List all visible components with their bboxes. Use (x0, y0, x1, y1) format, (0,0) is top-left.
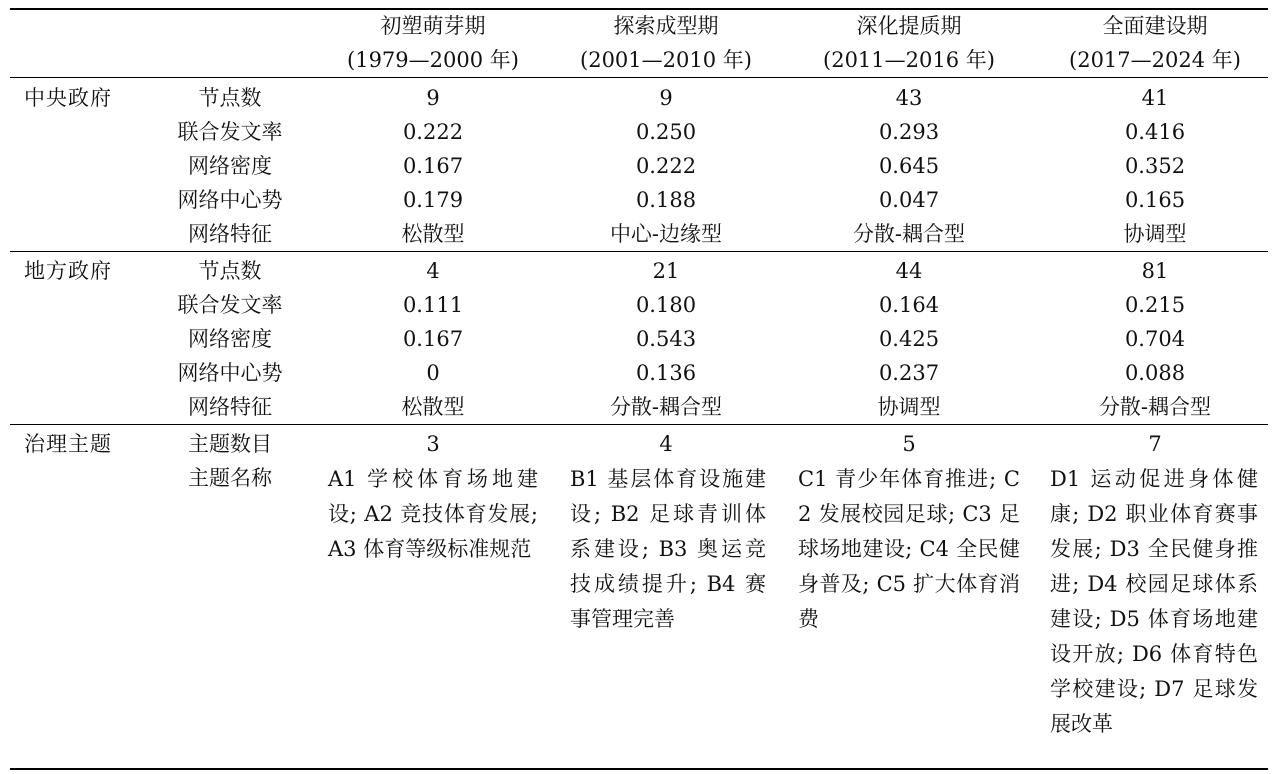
value-cell: 0.136 (635, 361, 697, 385)
value-cell: 0.167 (402, 154, 464, 178)
value-cell: 0 (426, 361, 440, 385)
metric-label: 网络密度 (188, 327, 272, 351)
value-cell: 0.088 (1124, 361, 1186, 385)
value-cell: 0.111 (402, 293, 464, 317)
section-label-governance: 治理主题 (24, 432, 112, 456)
value-cell: 5 (902, 432, 916, 456)
value-cell: 4 (659, 432, 673, 456)
value-cell: 分散-耦合型 (1098, 395, 1212, 419)
value-cell: 0.352 (1124, 154, 1186, 178)
value-cell: 0.215 (1124, 293, 1186, 317)
value-cell: 松散型 (401, 395, 465, 419)
value-cell: 中心-边缘型 (609, 222, 723, 246)
value-cell: 9 (659, 86, 673, 110)
value-cell: 0.167 (402, 327, 464, 351)
topic-names-period-2: B1 基层体育设施建设; B2 足球青训体系建设; B3 奥运竞技成绩提升; B4 赛事管理完善 (570, 467, 766, 631)
value-cell: 81 (1141, 259, 1169, 283)
metric-label: 网络特征 (188, 222, 272, 246)
value-cell: 协调型 (1123, 222, 1187, 246)
value-cell: 0.047 (878, 188, 940, 212)
value-cell: 0.704 (1124, 327, 1186, 351)
value-cell: 分散-耦合型 (852, 222, 966, 246)
value-cell: 0.180 (635, 293, 697, 317)
metric-label: 节点数 (198, 86, 262, 110)
section-rule-local (10, 424, 1268, 425)
bottom-rule (10, 768, 1268, 770)
value-cell: 41 (1141, 86, 1169, 110)
value-cell: 0.222 (402, 120, 464, 144)
value-cell: 9 (426, 86, 440, 110)
period-name-4: 全面建设期 (1102, 14, 1208, 38)
value-cell: 3 (426, 432, 440, 456)
value-cell: 松散型 (401, 222, 465, 246)
metric-label: 主题名称 (188, 466, 272, 490)
value-cell: 协调型 (877, 395, 941, 419)
period-name-3: 深化提质期 (856, 14, 962, 38)
value-cell: 0.425 (878, 327, 940, 351)
value-cell: 4 (426, 259, 440, 283)
value-cell: 0.645 (878, 154, 940, 178)
value-cell: 0.293 (878, 120, 940, 144)
topic-names-period-1: A1 学校体育场地建设; A2 竞技体育发展; A3 体育等级标准规范 (328, 467, 538, 561)
metric-label: 主题数目 (188, 432, 272, 456)
value-cell: 分散-耦合型 (609, 395, 723, 419)
value-cell: 0.179 (402, 188, 464, 212)
metric-label: 网络中心势 (177, 188, 283, 212)
topic-names-period-4: D1 运动促进身体健康; D2 职业体育赛事发展; D3 全民健身推进; D4 校园足球体系建设; D5 体育场地建设开放; D6 体育特色学校建设; D7 足球发展改革 (1050, 467, 1258, 736)
value-cell: 0.416 (1124, 120, 1186, 144)
metric-label: 联合发文率 (177, 293, 283, 317)
metric-label: 网络密度 (188, 154, 272, 178)
metric-label: 网络特征 (188, 395, 272, 419)
value-cell: 0.543 (635, 327, 697, 351)
topic-names-period-3: C1 青少年体育推进; C2 发展校园足球; C3 足球场地建设; C4 全民健身普及; C5 扩大体育消费 (798, 467, 1020, 631)
value-cell: 44 (895, 259, 923, 283)
section-rule-central (10, 251, 1268, 252)
header-bottom-rule (10, 77, 1268, 78)
value-cell: 7 (1148, 432, 1162, 456)
period-range-4: (2017—2024 年) (1069, 48, 1241, 72)
value-cell: 0.222 (635, 154, 697, 178)
value-cell: 0.237 (878, 361, 940, 385)
metric-label: 联合发文率 (177, 120, 283, 144)
period-range-1: (1979—2000 年) (347, 48, 519, 72)
section-label-local: 地方政府 (24, 259, 112, 283)
value-cell: 0.165 (1124, 188, 1186, 212)
period-name-2: 探索成型期 (613, 14, 719, 38)
period-name-1: 初塑萌芽期 (380, 14, 486, 38)
section-label-central: 中央政府 (24, 86, 112, 110)
metric-label: 网络中心势 (177, 361, 283, 385)
period-range-2: (2001—2010 年) (580, 48, 752, 72)
value-cell: 0.188 (635, 188, 697, 212)
value-cell: 0.250 (635, 120, 697, 144)
value-cell: 43 (895, 86, 923, 110)
value-cell: 21 (652, 259, 680, 283)
period-range-3: (2011—2016 年) (823, 48, 995, 72)
metric-label: 节点数 (198, 259, 262, 283)
value-cell: 0.164 (878, 293, 940, 317)
